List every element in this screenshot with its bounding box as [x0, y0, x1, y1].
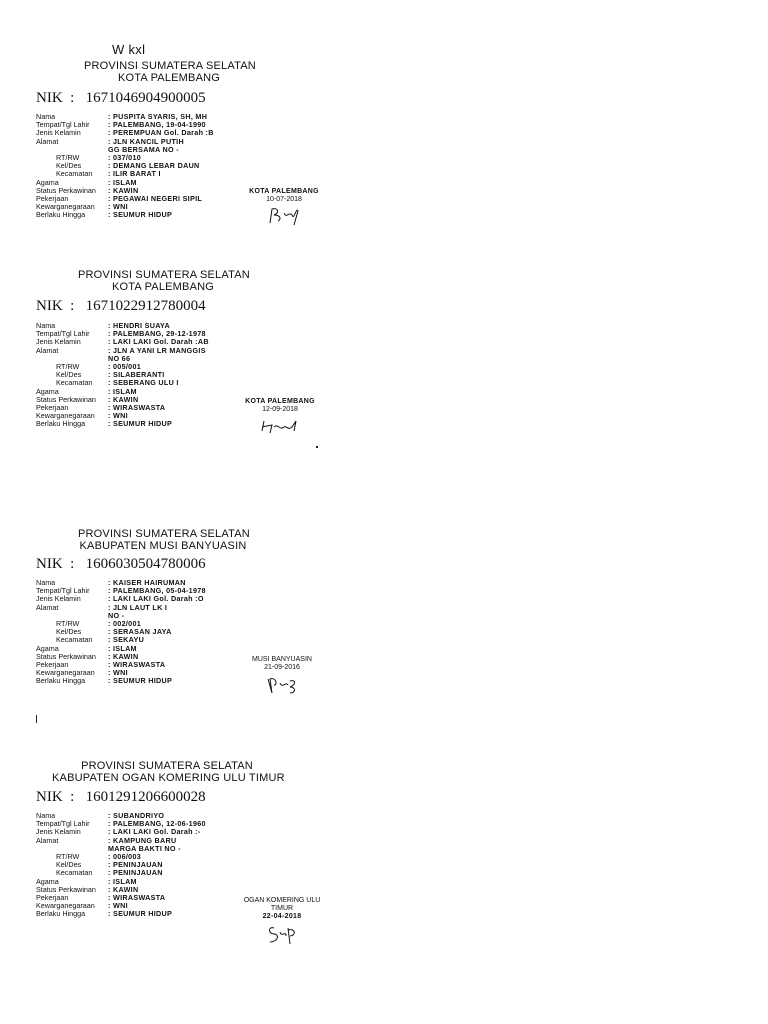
field-label: Alamat [36, 345, 59, 355]
province-title: PROVINSI SUMATERA SELATAN [81, 760, 253, 772]
field-value: : WNI [108, 901, 128, 911]
field-label: Tempat/Tgl Lahir [36, 819, 90, 829]
sign-date: 10-07-2018 [266, 196, 302, 203]
field-value: : PALEMBANG, 19-04-1990 [108, 120, 206, 130]
signature-scribble [258, 415, 302, 435]
signature-block [238, 398, 322, 435]
field-label: Pekerjaan [36, 660, 69, 670]
field-value: : LAKI LAKI Gol. Darah :O [108, 594, 204, 604]
field-label: Alamat [36, 835, 59, 845]
field-label: Jenis Kelamin [36, 128, 81, 138]
field-value: : WNI [108, 411, 128, 421]
field-label: Jenis Kelamin [36, 827, 81, 837]
stray-mark [36, 715, 37, 723]
signature-scribble [262, 673, 302, 695]
nik-line: NIK : 1606030504780006 [36, 556, 206, 572]
province-title: PROVINSI SUMATERA SELATAN [78, 528, 250, 540]
field-label: Kewarganegaraan [36, 202, 95, 212]
field-label: RT/RW [56, 362, 80, 372]
nik-number: 1671046904900005 [85, 90, 206, 106]
field-value: : JLN A YANI LR MANGGIS [108, 345, 206, 355]
field-label: Kecamatan [56, 169, 93, 179]
nik-label: NIK [36, 298, 63, 314]
field-value: : LAKI LAKI Gol. Darah :- [108, 827, 201, 837]
field-label: Kel/Des [56, 627, 82, 637]
field-label: Alamat [36, 136, 59, 146]
field-label: Berlaku Hingga [36, 909, 86, 919]
field-label: Status Perkawinan [36, 394, 96, 404]
province-title: PROVINSI SUMATERA SELATAN [78, 269, 250, 281]
field-label: Nama [36, 578, 56, 587]
field-label: Status Perkawinan [36, 651, 96, 661]
field-value: : KAWIN [108, 651, 139, 661]
field-value: : DEMANG LEBAR DAUN [108, 161, 200, 171]
field-label: Pekerjaan [36, 194, 69, 204]
card-fields [36, 113, 214, 220]
field-label: Kel/Des [56, 370, 82, 380]
field-value: : SEUMUR HIDUP [108, 676, 173, 686]
field-value: : KAWIN [108, 394, 139, 404]
nik-label: NIK [36, 789, 63, 805]
field-value: : WIRASWASTA [108, 403, 166, 413]
field-label: Nama [36, 811, 56, 820]
card-header [52, 760, 285, 784]
field-value: : HENDRI SUAYA [108, 321, 170, 330]
card-header [84, 60, 254, 84]
field-label: Kecamatan [56, 635, 93, 645]
sign-place: KOTA PALEMBANG [245, 398, 315, 405]
nik-number: 1601291206600028 [85, 789, 206, 805]
field-value: : PUSPITA SYARIS, SH, MH [108, 112, 208, 121]
field-value: : 005/001 [108, 362, 142, 372]
field-label: Status Perkawinan [36, 884, 96, 894]
field-value: : SEBERANG ULU I [108, 378, 179, 388]
field-value: : PENINJAUAN [108, 868, 163, 878]
field-label: Kecamatan [56, 868, 93, 878]
field-label: Agama [36, 177, 59, 187]
field-value: : PEGAWAI NEGERI SIPIL [108, 194, 203, 204]
field-label: RT/RW [56, 153, 80, 163]
field-label: Kel/Des [56, 860, 82, 870]
field-label: Kewarganegaraan [36, 411, 95, 421]
nik-number: 1606030504780006 [85, 556, 206, 572]
field-row [36, 211, 214, 219]
field-value: : SEUMUR HIDUP [108, 909, 173, 919]
province-title: PROVINSI SUMATERA SELATAN [84, 60, 256, 72]
field-value: : WNI [108, 202, 128, 212]
field-row [36, 420, 209, 428]
field-value: : WIRASWASTA [108, 660, 166, 670]
field-value: : PALEMBANG, 05-04-1978 [108, 586, 206, 596]
field-value: : SERASAN JAYA [108, 627, 172, 637]
nik-line: NIK : 1671022912780004 [36, 298, 206, 314]
field-value: : 002/001 [108, 619, 142, 629]
field-value: : JLN LAUT LK I [108, 602, 168, 612]
sign-date: 21-09-2016 [264, 664, 300, 671]
card-header [78, 528, 248, 552]
sign-place: KOTA PALEMBANG [249, 188, 319, 195]
field-value: : LAKI LAKI Gol. Darah :AB [108, 337, 209, 347]
field-value: : KAWIN [108, 884, 139, 894]
stray-heading: W kxl [112, 42, 146, 57]
field-label: Tempat/Tgl Lahir [36, 329, 90, 339]
sign-place-line-2: TIMUR [270, 905, 294, 912]
field-value: : SEUMUR HIDUP [108, 210, 173, 220]
field-row [36, 677, 206, 685]
field-label: Jenis Kelamin [36, 594, 81, 604]
field-label: Agama [36, 876, 59, 886]
field-label: Kewarganegaraan [36, 901, 95, 911]
sign-date: 12-09-2018 [262, 406, 298, 413]
signature-block [244, 656, 320, 695]
field-label: Jenis Kelamin [36, 337, 81, 347]
field-value: : 006/003 [108, 852, 142, 862]
field-label: Nama [36, 112, 56, 121]
field-value: : JLN KANCIL PUTIH [108, 136, 184, 146]
nik-number: 1671022912780004 [85, 298, 206, 314]
signature-scribble [264, 205, 304, 227]
field-value: : WIRASWASTA [108, 893, 166, 903]
field-label: Alamat [36, 602, 59, 612]
field-value: : KAWIN [108, 185, 139, 195]
field-value: : PENINJAUAN [108, 860, 163, 870]
field-value: : KAISER HAIRUMAN [108, 578, 186, 587]
nik-label: NIK [36, 556, 63, 572]
nik-line: NIK : 1601291206600028 [36, 789, 206, 805]
sign-date: 22-04-2018 [262, 913, 302, 920]
field-label: Berlaku Hingga [36, 676, 86, 686]
field-label: Tempat/Tgl Lahir [36, 586, 90, 596]
field-value: NO 66 [108, 353, 131, 363]
field-label: Pekerjaan [36, 403, 69, 413]
signature-scribble [264, 922, 300, 946]
nik-label: NIK [36, 90, 63, 106]
card-fields [36, 322, 209, 429]
signature-block [242, 188, 326, 227]
field-label: Kewarganegaraan [36, 668, 95, 678]
field-label: Nama [36, 321, 56, 330]
field-value: : SILABERANTI [108, 370, 165, 380]
field-row [36, 910, 206, 918]
field-value: : ISLAM [108, 643, 137, 653]
region-title: KABUPATEN MUSI BANYUASIN [79, 540, 247, 552]
field-value: : PEREMPUAN Gol. Darah :B [108, 128, 214, 138]
field-value: : KAMPUNG BARU [108, 835, 177, 845]
field-value: : ILIR BARAT I [108, 169, 161, 179]
card-fields [36, 812, 206, 919]
field-value: GG BERSAMA NO - [108, 144, 179, 154]
field-label: RT/RW [56, 619, 80, 629]
field-value: NO - [108, 610, 125, 620]
region-title: KOTA PALEMBANG [111, 281, 215, 293]
field-value: : PALEMBANG, 12-06-1960 [108, 819, 206, 829]
field-value: : SUBANDRIYO [108, 811, 165, 820]
field-label: Kecamatan [56, 378, 93, 388]
signature-block [240, 897, 324, 946]
field-label: Berlaku Hingga [36, 210, 86, 220]
field-label: Status Perkawinan [36, 185, 96, 195]
field-label: Agama [36, 386, 59, 396]
sign-place: OGAN KOMERING ULU [243, 897, 321, 904]
field-label: Pekerjaan [36, 893, 69, 903]
sign-place: MUSI BANYUASIN [252, 656, 312, 663]
field-value: : WNI [108, 668, 128, 678]
region-title: KOTA PALEMBANG [117, 72, 221, 84]
field-label: RT/RW [56, 852, 80, 862]
region-title: KABUPATEN OGAN KOMERING ULU TIMUR [52, 772, 285, 784]
field-value: : SEKAYU [108, 635, 145, 645]
field-label: Tempat/Tgl Lahir [36, 120, 90, 130]
field-label: Kel/Des [56, 161, 82, 171]
field-value: : ISLAM [108, 876, 137, 886]
field-value: : SEUMUR HIDUP [108, 419, 173, 429]
field-value: : ISLAM [108, 177, 137, 187]
field-value: : ISLAM [108, 386, 137, 396]
field-value: : PALEMBANG, 29-12-1978 [108, 329, 206, 339]
stray-dot [316, 446, 318, 448]
card-fields [36, 579, 206, 686]
card-header [78, 269, 248, 293]
field-value: MARGA BAKTI NO - [108, 843, 181, 853]
field-label: Agama [36, 643, 59, 653]
field-label: Berlaku Hingga [36, 419, 86, 429]
nik-line: NIK : 1671046904900005 [36, 90, 206, 106]
field-value: : 037/010 [108, 153, 142, 163]
